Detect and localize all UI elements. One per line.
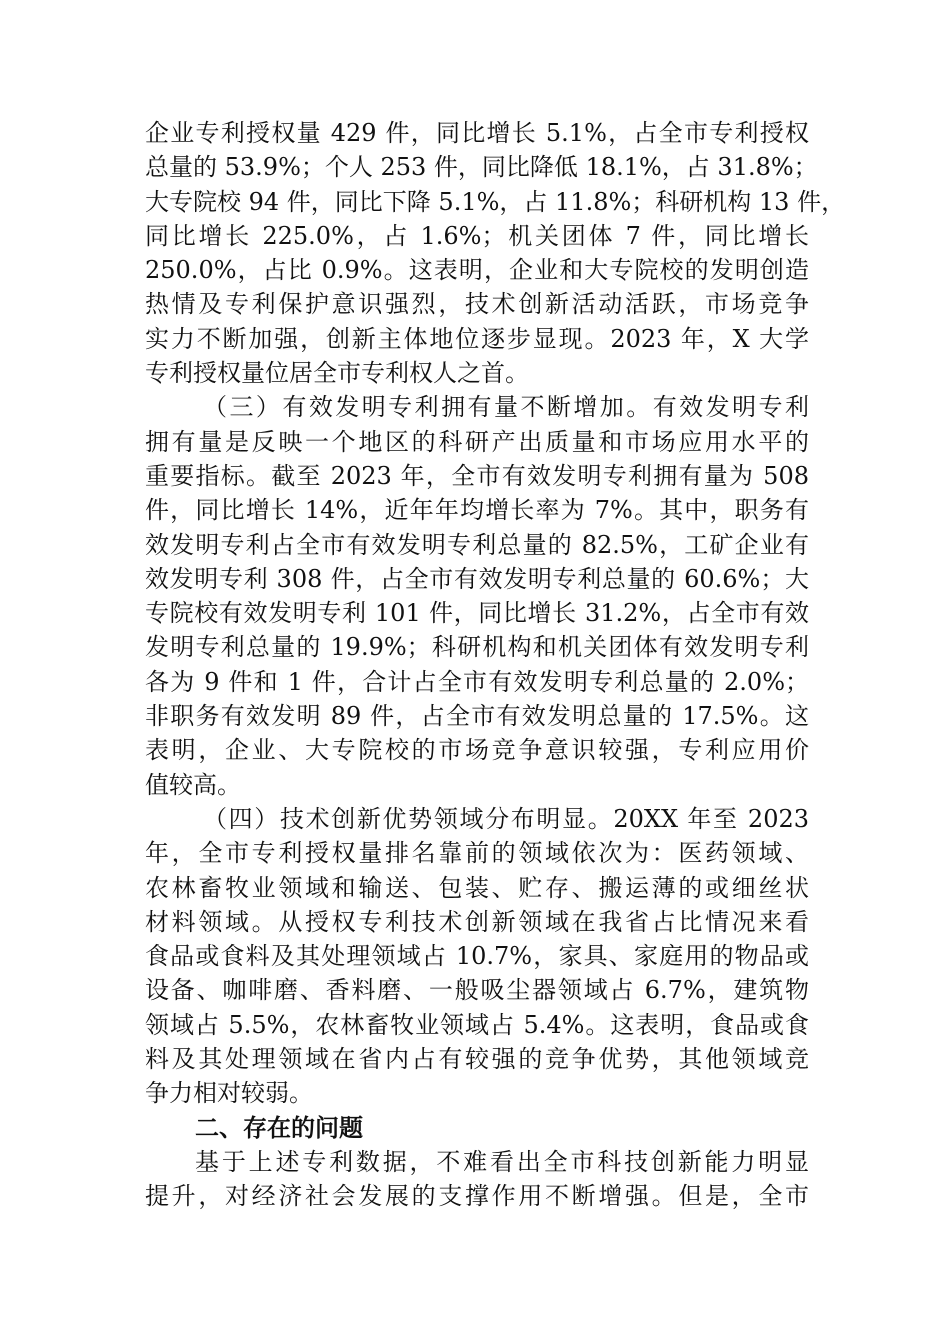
text-line: 效发明专利占全市有效发明专利总量的 82.5%，工矿企业有 xyxy=(145,530,809,559)
text-line: 各为 9 件和 1 件，合计占全市有效发明专利总量的 2.0%； xyxy=(145,667,809,696)
text-line: 企业专利授权量 429 件，同比增长 5.1%，占全市专利授权 xyxy=(145,119,809,147)
text-line: 领域占 5.5%，农林畜牧业领域占 5.4%。这表明，食品或食 xyxy=(145,1010,809,1039)
section-title-line: （四）技术创新优势领域分布明显。20XX 年至 2023 xyxy=(203,804,809,833)
text-line: 料及其处理领域在省内占有较强的竞争优势，其他领域竞 xyxy=(145,1045,809,1074)
section-heading xyxy=(145,1111,809,1145)
paragraph-valid-invention-patents xyxy=(145,390,809,802)
text-line: 农林畜牧业领域和输送、包装、贮存、搬运薄的或细丝状 xyxy=(145,873,809,902)
text-line: 非职务有效发明 89 件，占全市有效发明总量的 17.5%。这 xyxy=(145,702,809,731)
text-line: 发明专利总量的 19.9%；科研机构和机关团体有效发明专利 xyxy=(145,633,809,662)
text-line: 食品或食料及其处理领域占 10.7%，家具、家庭用的物品或 xyxy=(145,942,809,971)
text-line: 年，全市专利授权量排名靠前的领域依次为：医药领域、 xyxy=(145,839,809,868)
text-line: 专利授权量位居全市专利权人之首。 xyxy=(145,359,529,388)
paragraph-problems-intro xyxy=(145,1145,809,1214)
text-line: 同比增长 225.0%，占 1.6%；机关团体 7 件，同比增长 xyxy=(145,221,809,250)
text-line: 250.0%，占比 0.9%。这表明，企业和大专院校的发明创造 xyxy=(145,256,809,285)
text-line: 值较高。 xyxy=(145,770,241,799)
text-line: 基于上述专利数据，不难看出全市科技创新能力明显 xyxy=(195,1147,809,1176)
text-line: 重要指标。截至 2023 年，全市有效发明专利拥有量为 508 xyxy=(145,461,809,490)
text-line: 表明，企业、大专院校的市场竞争意识较强，专利应用价 xyxy=(145,736,809,765)
text-line: 效发明专利 308 件，占全市有效发明专利总量的 60.6%；大 xyxy=(145,564,809,593)
text-line: 热情及专利保护意识强烈，技术创新活动活跃，市场竞争 xyxy=(145,290,809,319)
paragraph-innovation-domains xyxy=(145,802,809,1111)
text-line: 设备、咖啡磨、香料磨、一般吸尘器领域占 6.7%，建筑物 xyxy=(145,976,809,1005)
heading-existing-problems: 二、存在的问题 xyxy=(195,1113,363,1142)
text-line: 拥有量是反映一个地区的科研产出质量和市场应用水平的 xyxy=(145,427,809,456)
text-line: 争力相对较弱。 xyxy=(145,1079,313,1108)
section-title-line: （三）有效发明专利拥有量不断增加。有效发明专利 xyxy=(203,393,809,422)
text-line: 件，同比增长 14%，近年年均增长率为 7%。其中，职务有 xyxy=(145,496,809,525)
text-line: 专院校有效发明专利 101 件，同比增长 31.2%，占全市有效 xyxy=(145,599,809,628)
text-line: 实力不断加强，创新主体地位逐步显现。2023 年，X 大学 xyxy=(145,324,809,353)
text-line: 总量的 53.9%；个人 253 件，同比降低 18.1%，占 31.8%； xyxy=(145,153,818,182)
paragraph-enterprise-patents xyxy=(145,116,846,390)
text-line: 材料领域。从授权专利技术创新领域在我省占比情况来看 xyxy=(145,907,809,936)
text-line: 提升，对经济社会发展的支撑作用不断增强。但是，全市 xyxy=(145,1182,809,1211)
document-page xyxy=(145,116,846,1214)
text-line: 大专院校 94 件，同比下降 5.1%，占 11.8%；科研机构 13 件， xyxy=(145,187,846,216)
